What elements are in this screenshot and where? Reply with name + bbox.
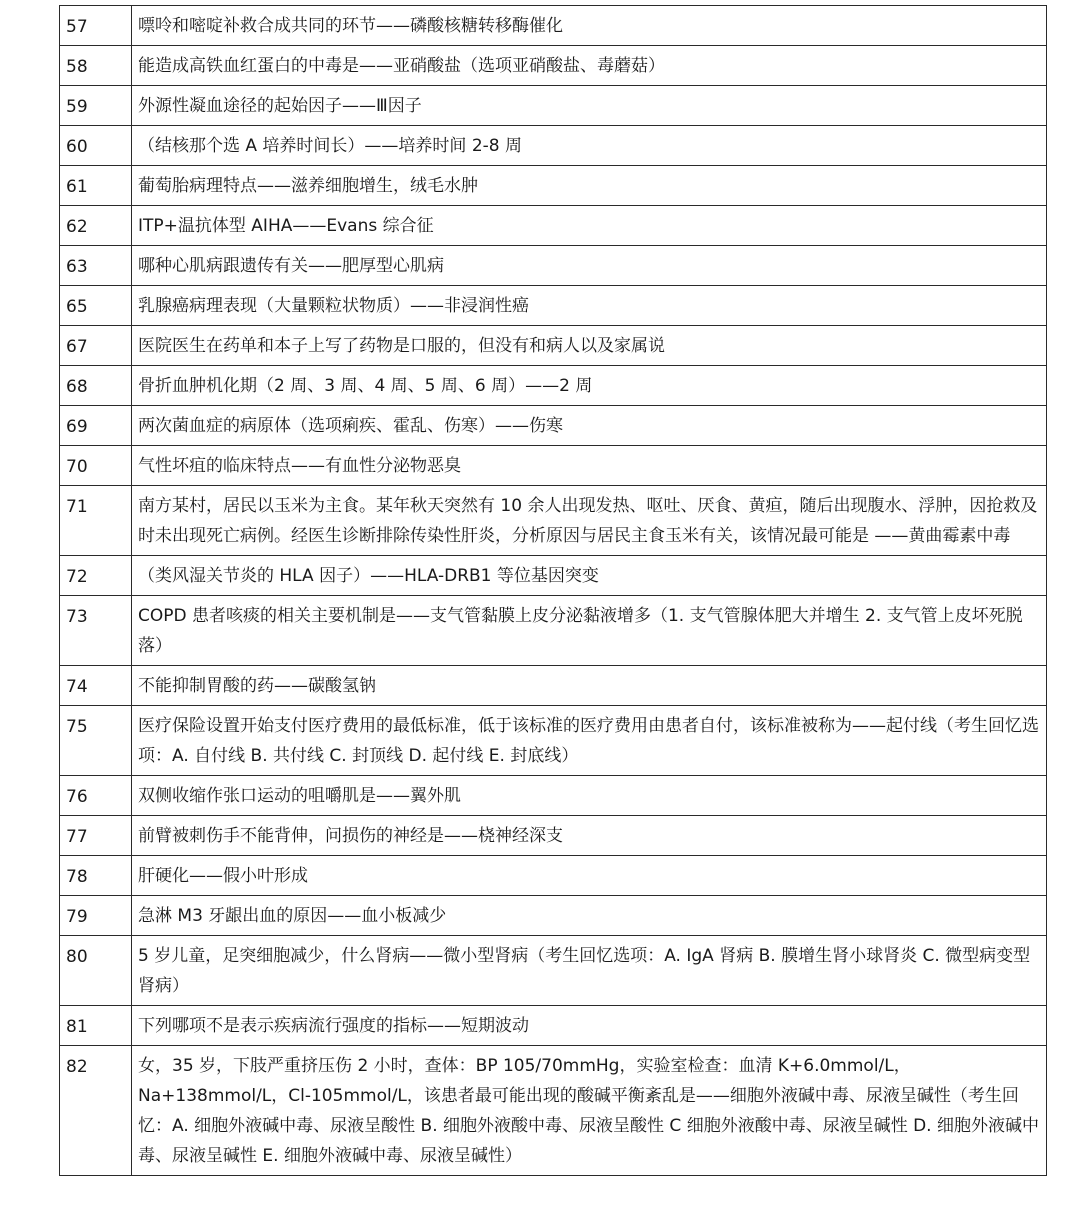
- row-text: 医疗保险设置开始支付医疗费用的最低标准，低于该标准的医疗费用由患者自付，该标准被称为——起付线（考生回忆选项：A. 自付线 B. 共付线 C. 封顶线 D. 起付线 E. 封底线）: [132, 706, 1047, 776]
- row-text: 5 岁儿童，足突细胞减少，什么肾病——微小型肾病（考生回忆选项：A. IgA 肾病 B. 膜增生肾小球肾炎 C. 微型病变型肾病）: [132, 936, 1047, 1006]
- row-text: 肝硬化——假小叶形成: [132, 856, 1047, 896]
- row-text: COPD 患者咳痰的相关主要机制是——支气管黏膜上皮分泌黏液增多（1. 支气管腺体肥大并增生 2. 支气管上皮坏死脱落）: [132, 596, 1047, 666]
- table-row: [60, 776, 1047, 816]
- table-row: [60, 246, 1047, 286]
- row-text: 双侧收缩作张口运动的咀嚼肌是——翼外肌: [132, 776, 1047, 816]
- row-text: 骨折血肿机化期（2 周、3 周、4 周、5 周、6 周）——2 周: [132, 366, 1047, 406]
- row-number: 58: [60, 46, 132, 86]
- table-row: [60, 896, 1047, 936]
- row-number: 77: [60, 816, 132, 856]
- table-row: [60, 406, 1047, 446]
- table-row: [60, 286, 1047, 326]
- row-number: 68: [60, 366, 132, 406]
- row-number: 71: [60, 486, 132, 556]
- row-number: 69: [60, 406, 132, 446]
- row-number: 76: [60, 776, 132, 816]
- table-row: [60, 1006, 1047, 1046]
- row-text: 不能抑制胃酸的药——碳酸氢钠: [132, 666, 1047, 706]
- row-number: 75: [60, 706, 132, 776]
- table-row: [60, 596, 1047, 666]
- row-number: 60: [60, 126, 132, 166]
- row-number: 67: [60, 326, 132, 366]
- table-row: [60, 1046, 1047, 1176]
- row-text: 葡萄胎病理特点——滋养细胞增生，绒毛水肿: [132, 166, 1047, 206]
- table-row: [60, 666, 1047, 706]
- table-row: [60, 86, 1047, 126]
- row-number: 57: [60, 6, 132, 46]
- table-row: [60, 206, 1047, 246]
- row-number: 80: [60, 936, 132, 1006]
- row-text: 急淋 M3 牙龈出血的原因——血小板减少: [132, 896, 1047, 936]
- table-row: [60, 6, 1047, 46]
- table-row: [60, 856, 1047, 896]
- row-text: 能造成高铁血红蛋白的中毒是——亚硝酸盐（选项亚硝酸盐、毒蘑菇）: [132, 46, 1047, 86]
- row-text: 乳腺癌病理表现（大量颗粒状物质）——非浸润性癌: [132, 286, 1047, 326]
- row-number: 62: [60, 206, 132, 246]
- table-row: [60, 556, 1047, 596]
- table-row: [60, 816, 1047, 856]
- row-number: 63: [60, 246, 132, 286]
- row-number: 59: [60, 86, 132, 126]
- row-text: （结核那个选 A 培养时间长）——培养时间 2-8 周: [132, 126, 1047, 166]
- row-number: 61: [60, 166, 132, 206]
- row-text: 两次菌血症的病原体（选项痢疾、霍乱、伤寒）——伤寒: [132, 406, 1047, 446]
- table-row: [60, 326, 1047, 366]
- table-row: [60, 446, 1047, 486]
- row-number: 78: [60, 856, 132, 896]
- row-text: 气性坏疽的临床特点——有血性分泌物恶臭: [132, 446, 1047, 486]
- row-text: ITP+温抗体型 AIHA——Evans 综合征: [132, 206, 1047, 246]
- row-text: 嘌呤和嘧啶补救合成共同的环节——磷酸核糖转移酶催化: [132, 6, 1047, 46]
- row-number: 73: [60, 596, 132, 666]
- table-row: [60, 366, 1047, 406]
- row-text: 医院医生在药单和本子上写了药物是口服的，但没有和病人以及家属说: [132, 326, 1047, 366]
- row-text: 女，35 岁，下肢严重挤压伤 2 小时，查体：BP 105/70mmHg，实验室检查：血清 K+6.0mmol/L，Na+138mmol/L，Cl-105mmol/L，该患者最可能出现的酸碱平衡紊乱是——细胞外液碱中毒、尿液呈碱性（考生回忆：A. 细胞外液碱中毒、尿液呈酸性 B. 细胞外液酸中毒、尿液呈酸性 C 细胞外液酸中毒、尿液呈碱性 D. 细胞外液碱中毒、尿液呈碱性 E. 细胞外液碱中毒、尿液呈碱性）: [132, 1046, 1047, 1176]
- row-text: 哪种心肌病跟遗传有关——肥厚型心肌病: [132, 246, 1047, 286]
- row-text: 前臂被刺伤手不能背伸，问损伤的神经是——桡神经深支: [132, 816, 1047, 856]
- table-row: [60, 486, 1047, 556]
- row-number: 81: [60, 1006, 132, 1046]
- table-row: [60, 936, 1047, 1006]
- table-row: [60, 166, 1047, 206]
- row-number: 82: [60, 1046, 132, 1176]
- row-number: 74: [60, 666, 132, 706]
- row-text: （类风湿关节炎的 HLA 因子）——HLA-DRB1 等位基因突变: [132, 556, 1047, 596]
- row-number: 79: [60, 896, 132, 936]
- row-number: 70: [60, 446, 132, 486]
- row-text: 外源性凝血途径的起始因子——Ⅲ因子: [132, 86, 1047, 126]
- row-text: 下列哪项不是表示疾病流行强度的指标——短期波动: [132, 1006, 1047, 1046]
- row-number: 72: [60, 556, 132, 596]
- row-text: 南方某村，居民以玉米为主食。某年秋天突然有 10 余人出现发热、呕吐、厌食、黄疸，随后出现腹水、浮肿，因抢救及时未出现死亡病例。经医生诊断排除传染性肝炎，分析原因与居民主食玉米有关，该情况最可能是 ——黄曲霉素中毒: [132, 486, 1047, 556]
- row-number: 65: [60, 286, 132, 326]
- qa-table: [59, 5, 1047, 1176]
- table-row: [60, 126, 1047, 166]
- table-row: [60, 46, 1047, 86]
- table-row: [60, 706, 1047, 776]
